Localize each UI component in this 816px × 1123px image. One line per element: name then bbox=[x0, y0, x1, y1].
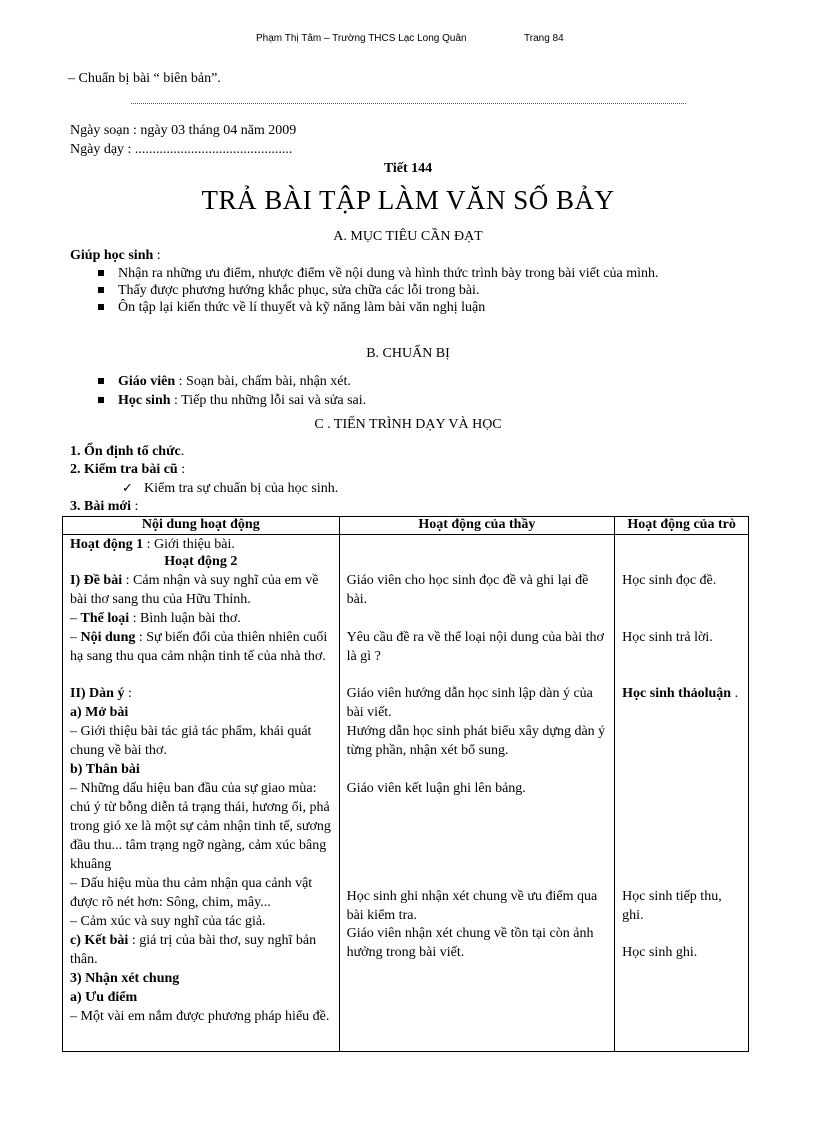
prep-line: – Chuẩn bị bài “ biên bản”. bbox=[68, 71, 221, 86]
bullet-square-icon bbox=[98, 270, 104, 276]
student-activity bbox=[622, 684, 741, 703]
step-3 bbox=[70, 499, 138, 515]
header-student: Hoạt động của trò bbox=[615, 517, 749, 535]
the-loai-text: : Bình luận bài thơ. bbox=[129, 611, 241, 626]
section-b-heading: B. CHUẨN BỊ bbox=[366, 346, 450, 361]
step-1-label: 1. Ổn định tổ chức bbox=[70, 444, 181, 459]
table-row bbox=[63, 535, 749, 1052]
step-3-label: 3. Bài mới bbox=[70, 499, 132, 514]
prep-what: : Tiếp thu những lỗi sai và sửa sai. bbox=[170, 393, 367, 408]
than-bai-3: – Cảm xúc và suy nghĩ của tác giả. bbox=[70, 914, 266, 929]
the-loai bbox=[70, 609, 332, 628]
step-2-check-text: Kiểm tra sự chuẩn bị của học sinh. bbox=[144, 481, 339, 496]
lesson-plan-table bbox=[62, 516, 749, 1052]
objective-text: Thấy được phương hướng khắc phục, sửa chữa các lỗi trong bài. bbox=[118, 283, 480, 298]
step-2-check bbox=[122, 481, 338, 497]
noi-dung bbox=[70, 628, 332, 666]
objectives-list bbox=[98, 265, 718, 316]
step-2 bbox=[70, 462, 185, 478]
teacher-activity: Học sinh ghi nhận xét chung về ưu điểm qua bài kiểm tra. bbox=[346, 889, 598, 923]
prep-item-student bbox=[98, 392, 718, 409]
bullet-square-icon bbox=[98, 397, 104, 403]
objective-item bbox=[98, 265, 718, 282]
prep-who: Giáo viên bbox=[118, 374, 176, 389]
step-2-label: 2. Kiểm tra bài cũ bbox=[70, 462, 178, 477]
header-author: Phạm Thị Tâm – Trường THCS Lạc Long Quân bbox=[256, 33, 467, 44]
objective-text: Nhận ra những ưu điểm, nhược điểm về nội dung và hình thức trình bày trong bài viết của mình. bbox=[118, 266, 659, 281]
student-activity: Học sinh trả lời. bbox=[622, 630, 713, 645]
step-3-tail: : bbox=[131, 499, 139, 514]
than-bai bbox=[70, 760, 332, 779]
uu-diem bbox=[70, 988, 332, 1007]
giup-hoc-sinh bbox=[70, 248, 161, 264]
objective-text: Ôn tập lại kiến thức về lí thuyết và kỹ năng làm bài văn nghị luận bbox=[118, 300, 486, 315]
giup-colon: : bbox=[153, 248, 161, 263]
dan-y-label: II) Dàn ý bbox=[70, 686, 125, 701]
table-header-row bbox=[63, 517, 749, 535]
hd1-label: Hoạt động 1 bbox=[70, 537, 144, 552]
student-cell bbox=[615, 535, 749, 1052]
de-bai bbox=[70, 571, 332, 609]
bullet-square-icon bbox=[98, 304, 104, 310]
bullet-square-icon bbox=[98, 287, 104, 293]
mo-bai-text: – Giới thiệu bài tác giả tác phẩm, khái quát chung về bài thơ. bbox=[70, 724, 312, 758]
objective-item bbox=[98, 282, 718, 299]
prep-item-teacher bbox=[98, 373, 718, 390]
prep-list bbox=[98, 373, 718, 409]
student-discuss: Học sinh thảoluận bbox=[622, 686, 732, 701]
prep-what: : Soạn bài, chấm bài, nhận xét. bbox=[175, 374, 351, 389]
de-bai-label: I) Đề bài bbox=[70, 573, 123, 588]
mo-bai bbox=[70, 703, 332, 722]
section-c-heading: C . TIẾN TRÌNH DẠY VÀ HỌC bbox=[314, 417, 502, 432]
teacher-activity: Giáo viên kết luận ghi lên bảng. bbox=[346, 781, 526, 796]
separator bbox=[131, 103, 686, 104]
prep-who: Học sinh bbox=[118, 393, 171, 408]
than-bai-1: – Những dấu hiệu ban đầu của sự giao mùa: chú ý từ bỗng diễn tả trạng thái, hương ổi, phả trong gió xe là một sự cảm nhận tinh tế, sương đầu thu... tâm trạng ngỡ ngàng, cảm xúc bâng khuâng bbox=[70, 781, 331, 872]
noi-dung-dash: – bbox=[70, 630, 81, 645]
ket-bai-text: : giá trị của bài thơ, suy nghĩ bản thân. bbox=[70, 933, 317, 967]
student-activity: Học sinh ghi. bbox=[622, 945, 698, 960]
step-1 bbox=[70, 444, 184, 460]
noi-dung-text: : Sự biến đổi của thiên nhiên cuối hạ sang thu qua cảm nhận tinh tế của nhà thơ. bbox=[70, 630, 328, 664]
ket-bai-label: c) Kết bài bbox=[70, 933, 129, 948]
dan-y-tail: : bbox=[124, 686, 132, 701]
hd2 bbox=[70, 552, 332, 571]
uu-diem-text: – Một vài em nắm được phương pháp hiểu đề. bbox=[70, 1009, 330, 1024]
teacher-activity: Giáo viên cho học sinh đọc đề và ghi lại đề bài. bbox=[346, 573, 589, 607]
header-content: Nội dung hoạt động bbox=[63, 517, 340, 535]
de-bai-text: : Cảm nhận và suy nghĩ của em về bài thơ sang thu của Hữu Thỉnh. bbox=[70, 573, 319, 607]
nhan-xet-chung bbox=[70, 969, 332, 988]
objective-item bbox=[98, 299, 718, 316]
header-page-number: Trang 84 bbox=[524, 33, 564, 44]
lesson-number: Tiết 144 bbox=[383, 161, 433, 176]
than-bai-2: – Dấu hiệu mùa thu cảm nhận qua cảnh vật được rõ nét hơn: Sông, chim, mây... bbox=[70, 876, 313, 910]
ket-bai bbox=[70, 931, 332, 969]
the-loai-label: Thể loại bbox=[80, 611, 130, 626]
header-teacher: Hoạt động của thầy bbox=[339, 517, 615, 535]
content-cell bbox=[63, 535, 340, 1052]
the-loai-dash: – bbox=[70, 611, 81, 626]
ngay-day: Ngày dạy : ............................................. bbox=[70, 142, 293, 157]
checkmark-icon: ✓ bbox=[122, 481, 133, 496]
student-activity: Học sinh tiếp thu, ghi. bbox=[622, 889, 722, 923]
student-discuss-tail: . bbox=[731, 686, 739, 701]
step-2-tail: : bbox=[177, 462, 186, 477]
hd1-text: : Giới thiệu bài. bbox=[143, 537, 235, 552]
giup-label: Giúp học sinh bbox=[70, 248, 154, 263]
nhan-xet-label: 3) Nhận xét chung bbox=[70, 971, 180, 986]
dan-y bbox=[70, 684, 332, 703]
uu-diem-label: a) Ưu điểm bbox=[70, 990, 138, 1005]
mo-bai-label: a) Mở bài bbox=[70, 705, 129, 720]
hd2-label: Hoạt động 2 bbox=[164, 554, 238, 569]
ngay-soan: Ngày soạn : ngày 03 tháng 04 năm 2009 bbox=[70, 123, 297, 138]
step-1-tail: . bbox=[180, 444, 185, 459]
teacher-activity: Yêu cầu đề ra về thể loại nội dung của bài thơ là gì ? bbox=[346, 630, 604, 664]
teacher-activity: Giáo viên hướng dẫn học sinh lập dàn ý của bài viết. bbox=[346, 686, 593, 720]
teacher-cell bbox=[339, 535, 615, 1052]
teacher-activity: Giáo viên nhận xét chung về tồn tại còn ảnh hưởng trong bài viết. bbox=[346, 926, 594, 960]
than-bai-label: b) Thân bài bbox=[70, 762, 140, 777]
bullet-square-icon bbox=[98, 378, 104, 384]
teacher-activity: Hướng dẫn học sinh phát biểu xây dựng dàn ý từng phần, nhận xét bổ sung. bbox=[346, 724, 606, 758]
student-activity: Học sinh đọc đề. bbox=[622, 573, 717, 588]
page-title: TRẢ BÀI TẬP LÀM VĂN SỐ BẢY bbox=[201, 185, 615, 215]
noi-dung-label: Nội dung bbox=[80, 630, 136, 645]
section-a-heading: A. MỤC TIÊU CẦN ĐẠT bbox=[333, 229, 483, 244]
